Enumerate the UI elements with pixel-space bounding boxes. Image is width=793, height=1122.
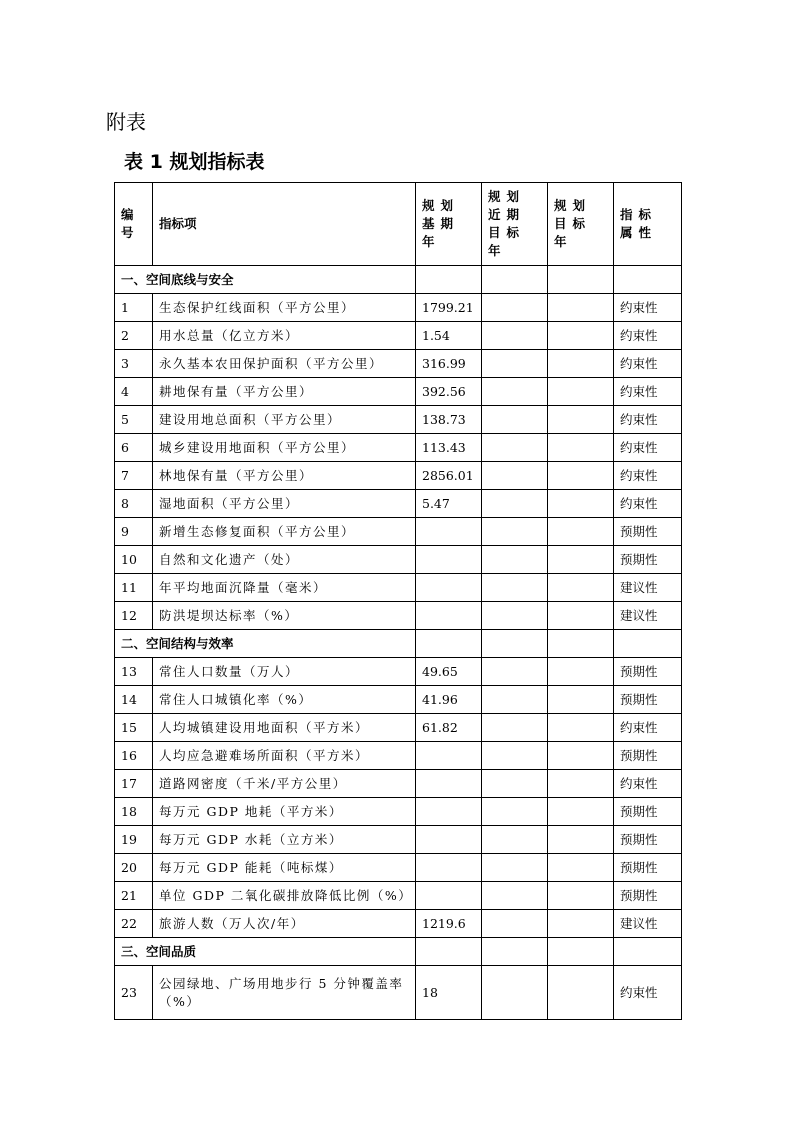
indicator-attribute: 预期性 [614, 742, 682, 770]
indicator-name: 自然和文化遗产（处） [153, 546, 416, 574]
indicator-name: 新增生态修复面积（平方公里） [153, 518, 416, 546]
indicator-name: 旅游人数（万人次/年） [153, 910, 416, 938]
appendix-heading: 附表 [106, 110, 146, 134]
target-value [548, 574, 614, 602]
indicator-name: 每万元 GDP 能耗（吨标煤） [153, 854, 416, 882]
row-number: 4 [115, 378, 153, 406]
indicator-attribute: 约束性 [614, 322, 682, 350]
table-row [115, 378, 682, 406]
near-term-value [482, 378, 548, 406]
indicator-attribute: 约束性 [614, 350, 682, 378]
target-value [548, 910, 614, 938]
empty-cell [614, 266, 682, 294]
row-number: 17 [115, 770, 153, 798]
target-value [548, 686, 614, 714]
base-year-value: 138.73 [416, 406, 482, 434]
empty-cell [482, 938, 548, 966]
indicator-name: 单位 GDP 二氧化碳排放降低比例（%） [153, 882, 416, 910]
indicator-table [114, 182, 682, 1020]
target-value [548, 322, 614, 350]
near-term-value [482, 910, 548, 938]
empty-cell [548, 938, 614, 966]
target-value [548, 546, 614, 574]
target-value [548, 462, 614, 490]
indicator-name: 建设用地总面积（平方公里） [153, 406, 416, 434]
header-attribute: 指标属性 [614, 183, 682, 266]
near-term-value [482, 294, 548, 322]
near-term-value [482, 966, 548, 1020]
near-term-value [482, 658, 548, 686]
section-row [115, 266, 682, 294]
indicator-attribute: 预期性 [614, 882, 682, 910]
section-title: 三、空间品质 [115, 938, 416, 966]
near-term-value [482, 602, 548, 630]
base-year-value [416, 518, 482, 546]
indicator-name: 耕地保有量（平方公里） [153, 378, 416, 406]
table-row [115, 350, 682, 378]
base-year-value: 1219.6 [416, 910, 482, 938]
indicator-attribute: 预期性 [614, 658, 682, 686]
header-target-year: 规划目标年 [548, 183, 614, 266]
near-term-value [482, 434, 548, 462]
table-title: 表 1 规划指标表 [124, 151, 265, 173]
base-year-value [416, 826, 482, 854]
target-value [548, 658, 614, 686]
table-row [115, 966, 682, 1020]
header-near-term-year: 规划近期目标年 [482, 183, 548, 266]
near-term-value [482, 322, 548, 350]
indicator-attribute: 约束性 [614, 714, 682, 742]
row-number: 14 [115, 686, 153, 714]
indicator-attribute: 建议性 [614, 910, 682, 938]
indicator-attribute: 建议性 [614, 574, 682, 602]
target-value [548, 798, 614, 826]
indicator-attribute: 约束性 [614, 294, 682, 322]
indicator-name: 湿地面积（平方公里） [153, 490, 416, 518]
table-row [115, 574, 682, 602]
base-year-value: 316.99 [416, 350, 482, 378]
target-value [548, 294, 614, 322]
near-term-value [482, 798, 548, 826]
row-number: 22 [115, 910, 153, 938]
indicator-attribute: 约束性 [614, 770, 682, 798]
indicator-attribute: 预期性 [614, 546, 682, 574]
empty-cell [614, 938, 682, 966]
near-term-value [482, 574, 548, 602]
table-row [115, 770, 682, 798]
row-number: 2 [115, 322, 153, 350]
base-year-value: 2856.01 [416, 462, 482, 490]
table-row [115, 714, 682, 742]
indicator-attribute: 约束性 [614, 406, 682, 434]
near-term-value [482, 854, 548, 882]
row-number: 19 [115, 826, 153, 854]
header-base-year: 规划基期年 [416, 183, 482, 266]
near-term-value [482, 686, 548, 714]
target-value [548, 378, 614, 406]
row-number: 10 [115, 546, 153, 574]
indicator-attribute: 预期性 [614, 518, 682, 546]
row-number: 5 [115, 406, 153, 434]
row-number: 11 [115, 574, 153, 602]
indicator-name: 人均城镇建设用地面积（平方米） [153, 714, 416, 742]
row-number: 1 [115, 294, 153, 322]
base-year-value [416, 798, 482, 826]
target-value [548, 406, 614, 434]
empty-cell [548, 630, 614, 658]
base-year-value: 41.96 [416, 686, 482, 714]
base-year-value: 1.54 [416, 322, 482, 350]
indicator-name: 常住人口城镇化率（%） [153, 686, 416, 714]
near-term-value [482, 350, 548, 378]
base-year-value: 61.82 [416, 714, 482, 742]
indicator-attribute: 约束性 [614, 434, 682, 462]
indicator-name: 生态保护红线面积（平方公里） [153, 294, 416, 322]
target-value [548, 350, 614, 378]
base-year-value: 18 [416, 966, 482, 1020]
target-value [548, 966, 614, 1020]
indicator-name: 防洪堤坝达标率（%） [153, 602, 416, 630]
row-number: 21 [115, 882, 153, 910]
indicator-name: 城乡建设用地面积（平方公里） [153, 434, 416, 462]
target-value [548, 770, 614, 798]
target-value [548, 742, 614, 770]
section-row [115, 938, 682, 966]
header-indicator: 指标项 [153, 183, 416, 266]
near-term-value [482, 462, 548, 490]
indicator-name: 林地保有量（平方公里） [153, 462, 416, 490]
table-row [115, 742, 682, 770]
indicator-name: 人均应急避难场所面积（平方米） [153, 742, 416, 770]
row-number: 9 [115, 518, 153, 546]
near-term-value [482, 742, 548, 770]
near-term-value [482, 826, 548, 854]
table-row [115, 462, 682, 490]
near-term-value [482, 406, 548, 434]
row-number: 20 [115, 854, 153, 882]
table-row [115, 322, 682, 350]
table-row [115, 518, 682, 546]
near-term-value [482, 770, 548, 798]
base-year-value [416, 742, 482, 770]
base-year-value: 113.43 [416, 434, 482, 462]
table-row [115, 602, 682, 630]
target-value [548, 882, 614, 910]
base-year-value [416, 882, 482, 910]
indicator-attribute: 预期性 [614, 798, 682, 826]
base-year-value [416, 770, 482, 798]
row-number: 23 [115, 966, 153, 1020]
row-number: 18 [115, 798, 153, 826]
target-value [548, 434, 614, 462]
target-value [548, 518, 614, 546]
base-year-value: 5.47 [416, 490, 482, 518]
target-value [548, 854, 614, 882]
indicator-attribute: 预期性 [614, 826, 682, 854]
indicator-name: 每万元 GDP 水耗（立方米） [153, 826, 416, 854]
section-title: 二、空间结构与效率 [115, 630, 416, 658]
section-row [115, 630, 682, 658]
indicator-attribute: 建议性 [614, 602, 682, 630]
empty-cell [416, 630, 482, 658]
target-value [548, 602, 614, 630]
base-year-value [416, 546, 482, 574]
row-number: 16 [115, 742, 153, 770]
table-row [115, 882, 682, 910]
indicator-attribute: 约束性 [614, 490, 682, 518]
empty-cell [482, 266, 548, 294]
empty-cell [482, 630, 548, 658]
table-row [115, 686, 682, 714]
table-row [115, 294, 682, 322]
row-number: 12 [115, 602, 153, 630]
base-year-value [416, 854, 482, 882]
base-year-value: 392.56 [416, 378, 482, 406]
indicator-attribute: 约束性 [614, 378, 682, 406]
empty-cell [416, 266, 482, 294]
indicator-attribute: 约束性 [614, 462, 682, 490]
row-number: 7 [115, 462, 153, 490]
near-term-value [482, 546, 548, 574]
base-year-value: 1799.21 [416, 294, 482, 322]
indicator-name: 常住人口数量（万人） [153, 658, 416, 686]
base-year-value: 49.65 [416, 658, 482, 686]
row-number: 13 [115, 658, 153, 686]
indicator-name: 公园绿地、广场用地步行 5 分钟覆盖率（%） [153, 966, 416, 1020]
table-header-row [115, 183, 682, 266]
table-row [115, 658, 682, 686]
indicator-attribute: 约束性 [614, 966, 682, 1020]
table-row [115, 546, 682, 574]
indicator-name: 年平均地面沉降量（毫米） [153, 574, 416, 602]
row-number: 8 [115, 490, 153, 518]
indicator-name: 永久基本农田保护面积（平方公里） [153, 350, 416, 378]
near-term-value [482, 490, 548, 518]
table-row [115, 854, 682, 882]
indicator-name: 道路网密度（千米/平方公里） [153, 770, 416, 798]
near-term-value [482, 714, 548, 742]
target-value [548, 714, 614, 742]
header-no: 编号 [115, 183, 153, 266]
near-term-value [482, 882, 548, 910]
empty-cell [614, 630, 682, 658]
table-row [115, 406, 682, 434]
empty-cell [548, 266, 614, 294]
target-value [548, 826, 614, 854]
table-row [115, 490, 682, 518]
table-row [115, 434, 682, 462]
table-row [115, 798, 682, 826]
base-year-value [416, 574, 482, 602]
row-number: 15 [115, 714, 153, 742]
indicator-attribute: 预期性 [614, 854, 682, 882]
table-row [115, 826, 682, 854]
row-number: 3 [115, 350, 153, 378]
row-number: 6 [115, 434, 153, 462]
empty-cell [416, 938, 482, 966]
indicator-attribute: 预期性 [614, 686, 682, 714]
near-term-value [482, 518, 548, 546]
indicator-name: 用水总量（亿立方米） [153, 322, 416, 350]
table-row [115, 910, 682, 938]
base-year-value [416, 602, 482, 630]
section-title: 一、空间底线与安全 [115, 266, 416, 294]
indicator-name: 每万元 GDP 地耗（平方米） [153, 798, 416, 826]
target-value [548, 490, 614, 518]
